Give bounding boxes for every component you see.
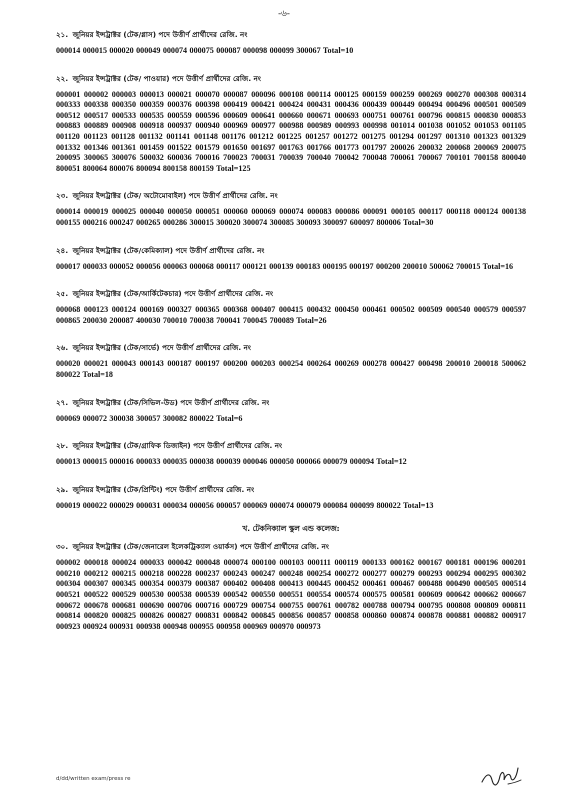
section-heading: জুনিয়র ইন্সট্রাক্টর (টেক/ পাওয়ার) পদে উত্তীর্ণ প্রার্থীদের রেজি. নং [72,73,261,83]
result-section-23 [56,191,526,228]
section-heading: জুনিয়র ইন্সট্রাক্টর (টেক/সার্ভে) পদে উত্তীর্ণ প্রার্থীদের রেজি. নং [72,343,252,353]
result-section-25 [56,289,526,326]
registration-numbers: 000014 000015 000020 000049 000074 000075 000087 000098 000099 300067 Total=10 [56,46,354,55]
section-number: ৩০. [56,542,69,552]
section-title [56,30,526,39]
section-number: ২১. [56,30,69,39]
section-title [56,485,526,494]
registration-numbers: 000001 000002 000003 000013 000021 000070 000087 000096 000108 000114 000125 000159 000259 000269 000270 000308 000314 000333 000338 000350 000359 000376 000398 000419 000421 000424 000431 000436 000439 000449 000494 000496 000501 000509 000512 000517 000533 000535 000559 000596 000609 000641 000660 000671 000693 000751 000761 000796 000815 000830 000853 000883 000889 000908 000918 000937 000940 000969 000977 000988 000989 000993 000998 001014 001038 001052 001053 001105 001120 001123 001128 001132 001141 001148 001176 001212 001225 001257 001272 001275 001294 001297 001310 001323 001329 001332 001346 001361 001459 001522 001579 001650 001697 001763 001766 001773 001797 200026 200032 200068 200069 200075 200095 300065 300076 500032 600036 700016 700023 700031 700039 700040 700042 700048 700061 700067 700101 700158 800040 800051 800064 800076 800094 800158 800159 Total=125 [56,89,526,173]
section-heading: জুনিয়র ইন্সট্রাক্টর (টেক/গ্লাস) পদে উত্তীর্ণ প্রার্থীদের রেজি. নং [72,30,248,39]
section-title [56,289,526,298]
footer-reference: d/dd/written exam/press re [56,776,131,782]
section-title [56,398,526,407]
section-number: ২৪. [56,245,69,255]
section-title [56,74,526,83]
section-heading: জুনিয়র ইন্সট্রাক্টর (টেক/গ্রাফিক ডিজাইন) পদে উত্তীর্ণ প্রার্থীদের রেজি. নং [72,441,283,451]
section-title [56,246,526,255]
section-number: ২৩. [56,191,69,201]
section-title [56,441,526,450]
registration-numbers: 000019 000022 000029 000031 000034 000056 000057 000069 000074 000079 000084 000099 800022 Total=13 [56,500,434,510]
section-number: ২৭. [56,397,69,407]
section-heading: জুনিয়র ইন্সট্রাক্টর (টেক/আর্কিটেকচার) পদে উত্তীর্ণ প্রার্থীদের রেজি. নং [72,289,274,299]
registration-numbers: 000017 000033 000052 000056 000063 000068 000117 000121 000139 000183 000195 000197 000200 200010 500062 700015 Total=16 [56,261,514,271]
signature-icon [478,760,524,790]
section-number: ২২. [56,73,69,83]
registration-numbers: 000014 000019 000025 000040 000050 000051 000060 000069 000074 000083 000086 000091 000105 000117 000118 000124 000138 000155 000216 000247 000265 000286 300015 300020 300074 300085 300093 300097 600097 800006 Total=30 [56,207,526,227]
result-section-27 [56,398,526,425]
result-section-28 [56,441,526,468]
registration-numbers: 000069 000072 300038 300057 300082 800022 Total=6 [56,413,243,423]
section-heading: জুনিয়র ইন্সট্রাক্টর (টেক/জেনারেল ইলেকট্রিক্যাল ওয়ার্কস) পদে উত্তীর্ণ প্রার্থীদের রেজি. নং [72,542,329,552]
section-heading: জুনিয়র ইন্সট্রাক্টর (টেক/কেমিক্যাল) পদে উত্তীর্ণ প্রার্থীদের রেজি. নং [72,245,265,255]
section-heading: জুনিয়র ইন্সট্রাক্টর (টেক/প্রিন্টিং) পদে উত্তীর্ণ প্রার্থীদের রেজি. নং [72,484,255,494]
section-title [56,542,526,551]
section-number: ২৮. [56,441,69,451]
registration-numbers: 000013 000015 000016 000033 000035 000038 000039 000046 000050 000066 000079 000094 Total=12 [56,457,407,467]
registration-numbers: 000002 000018 000024 000033 000042 000048 000074 000100 000103 000111 000119 000133 000162 000167 000181 000196 000201 000210 000212 000215 000218 000228 000237 000243 000247 000248 000254 000272 000277 000279 000293 000294 000295 000302 000304 000307 000345 000354 000379 000387 000402 000408 000413 000445 000452 000461 000467 000488 000490 000505 000514 000521 000522 000529 000530 000538 000539 000542 000550 000551 000554 000574 000575 000581 000609 000642 000662 000667 000672 000678 000681 000690 000706 000716 000729 000754 000755 000761 000782 000788 000794 000795 000808 000809 000811 000814 000820 000825 000826 000827 000831 000842 000845 000856 000857 000858 000860 000874 000878 000881 000882 000917 000923 000924 000931 000938 000948 000955 000958 000969 000970 000973 [56,558,526,631]
page-number: -৬- [278,8,290,18]
section-number: ২৯. [56,484,69,494]
result-section-21 [56,30,526,57]
section-heading: জুনিয়র ইন্সট্রাক্টর (টেক/ অটোমোবাইল) পদে উত্তীর্ণ প্রার্থীদের রেজি. নং [72,191,278,201]
section-title [56,191,526,200]
subheading-technical-school: খ. টেকনিক্যাল স্কুল এন্ড কলেজ: [242,524,340,534]
result-section-30 [56,542,526,632]
registration-numbers: 000020 000021 000043 000143 000187 000197 000200 000203 000254 000264 000269 000278 000427 000498 200010 200018 500062 800022 Total=18 [56,359,526,379]
section-number: ২৬. [56,343,69,353]
result-section-29 [56,485,526,512]
section-number: ২৫. [56,289,69,299]
registration-numbers: 000068 000123 000124 000169 000327 000365 000368 000407 000415 000432 000450 000461 000502 000509 000540 000579 000597 000865 200030 200087 400030 700010 700038 700041 700045 700089 Total=26 [56,305,526,325]
section-title [56,343,526,352]
section-heading: জুনিয়র ইন্সট্রাক্টর (টেক/সিভিল-উড) পদে উত্তীর্ণ প্রার্থীদের রেজি. নং [72,397,270,407]
result-section-24 [56,246,526,273]
results-content [56,30,526,649]
result-section-22 [56,74,526,175]
result-section-26 [56,343,526,380]
